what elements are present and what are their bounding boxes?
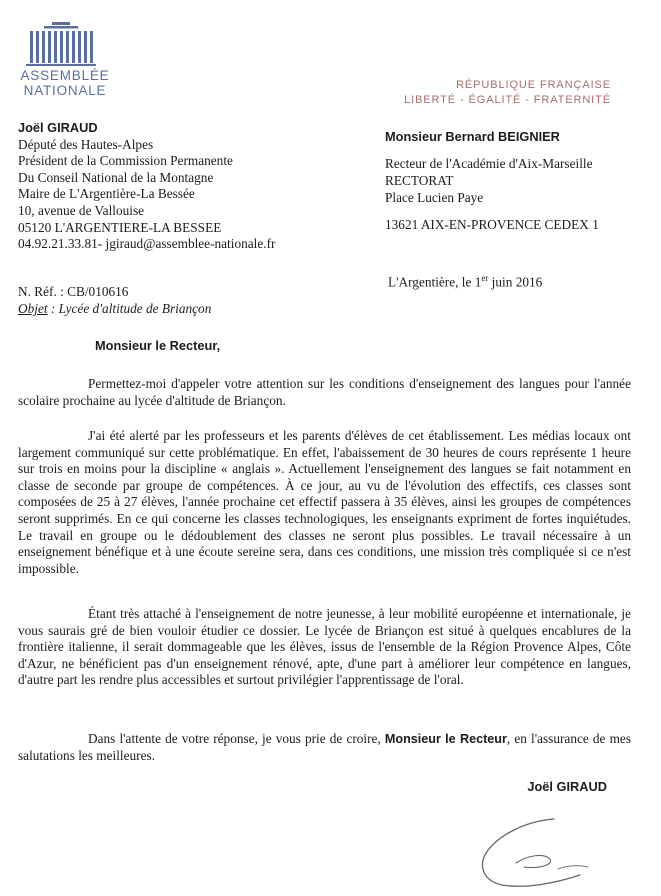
sender-block: [18, 120, 275, 253]
date-suffix: juin 2016: [488, 274, 543, 290]
sender-line: Député des Hautes-Alpes: [18, 136, 154, 152]
body-paragraph-4: [18, 731, 631, 764]
recipient-office: RECTORAT: [385, 173, 454, 188]
sender-line: 05120 L'ARGENTIERE-LA BESSEE: [18, 219, 222, 235]
object-text: : Lycée d'altitude de Briançon: [47, 301, 212, 316]
sender-line: 10, avenue de Vallouise: [18, 202, 145, 218]
logo-line-1: ASSEMBLÉE: [20, 68, 110, 83]
object-line: [18, 300, 211, 317]
recipient-block: [385, 128, 599, 233]
object-label: Objet: [18, 301, 48, 316]
sender-line: Du Conseil National de la Montagne: [18, 169, 214, 185]
reference-number: N. Réf. : CB/010616: [18, 284, 129, 299]
recipient-name: Monsieur Bernard BEIGNIER: [385, 129, 560, 144]
sender-line: Président de la Commission Permanente: [18, 153, 233, 169]
letter-date: [388, 273, 542, 290]
republique-francaise-header: [404, 78, 611, 108]
closing-text-start: Dans l'attente de votre réponse, je vous prie de croire,: [88, 731, 385, 746]
signatory-name: Joël GIRAUD: [527, 779, 607, 794]
sender-contact: 04.92.21.33.81- jgiraud@assemblee-nationale.fr: [18, 236, 276, 252]
reference-block: [18, 283, 211, 317]
salutation: Monsieur le Recteur,: [95, 338, 221, 353]
sender-name: Joël GIRAUD: [18, 120, 98, 135]
sender-line: Maire de L'Argentière-La Bessée: [18, 186, 195, 202]
republique-label: RÉPUBLIQUE FRANÇAISE: [456, 79, 611, 91]
recipient-city: 13621 AIX-EN-PROVENCE CEDEX 1: [385, 217, 599, 232]
handwritten-signature-icon: [476, 813, 598, 891]
closing-text-end: , en l'assurance de mes salutations les meilleures.: [18, 731, 631, 763]
assemblee-nationale-wordmark: [15, 68, 115, 98]
body-paragraph-3: Étant très attaché à l'enseignement de notre jeunesse, à leur mobilité européenne et internationale, je vous saurais gré de bien vouloir étudier ce dossier. Le lycée de Briançon est situé à quelques encablures de la frontière italienne, il serait dommageable que les élèves, issus de l'ensemble de la Région Provence Alpes, Côte d'Azur, ne bénéficient pas d'un enseignement rénové, apte, d'une part à améliorer leur compétence en langues, d'autre part les rendre plus accessibles et surtout privilégier l'apprentissage de l'oral.: [18, 606, 631, 688]
closing-recipient-title: Monsieur le Recteur: [384, 732, 507, 746]
recipient-street: Place Lucien Paye: [385, 190, 484, 205]
recipient-title: Recteur de l'Académie d'Aix-Marseille: [385, 156, 593, 171]
body-paragraph-2: J'ai été alerté par les professeurs et les parents d'élèves de cet établissement. Les médias locaux ont largement communiqué sur cette problématique. En effet, l'abaissement de 30 heures de cours représente 1 heure sur trois en moins pour la discipline « anglais ». Actuellement l'enseignement des langues se fait notamment en classe de seconde par groupe de compétences. À ce jour, au vu de l'évolution des effectifs, ces classes sont composées de 25 à 27 élèves, l'année prochaine cet effectif passera à 35 élèves, ainsi les groupes de compétences seront supprimés. En ce qui concerne les classes technologiques, les enseignants expriment de fortes inquiétudes. Le travail en groupe ou le dédoublement des classes ne seront plus possibles. Le travail nécessaire à un enseignement bénéfique et à une écoute sereine sera, dans ces conditions, une mission très compliquée si ce n'est impossible.: [18, 428, 631, 576]
devise-label: LIBERTÉ - ÉGALITÉ - FRATERNITÉ: [404, 94, 611, 106]
assemblee-nationale-logo-icon: [22, 20, 100, 72]
date-prefix: L'Argentière, le 1: [388, 274, 482, 290]
body-paragraph-1: Permettez-moi d'appeler votre attention sur les conditions d'enseignement des langues pour l'année scolaire prochaine au lycée d'altitude de Briançon.: [18, 376, 631, 408]
logo-line-2: NATIONALE: [23, 83, 107, 98]
date-ordinal: er: [481, 273, 489, 283]
